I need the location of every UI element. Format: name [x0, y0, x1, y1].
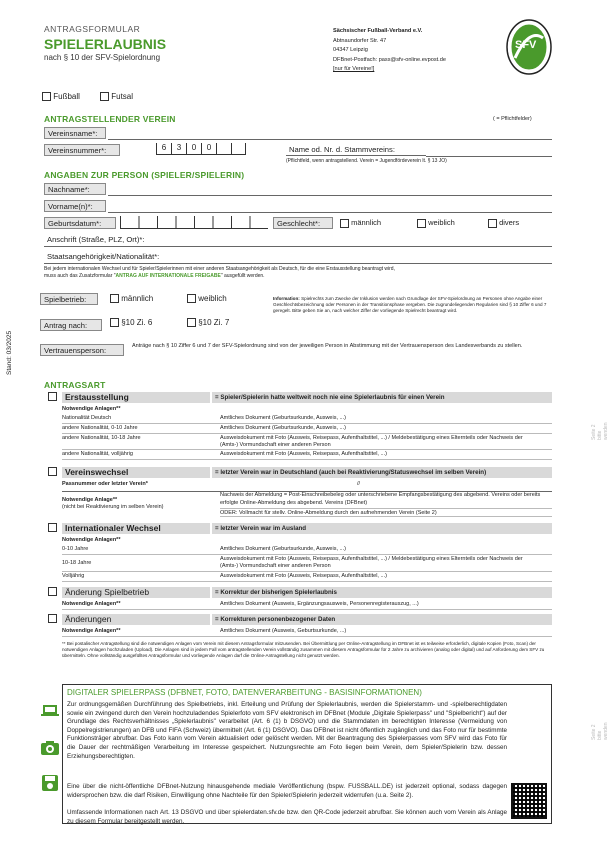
sport-fussball[interactable]: Fußball	[42, 92, 80, 101]
erstausstellung-title: Erstausstellung	[62, 392, 210, 403]
org-street: Abtnaundorfer Str. 47	[333, 37, 387, 44]
vereinswechsel-desc: = letzter Verein war in Deutschland (auch bei Reaktivierung/Statuswechsel im selben Verein)	[212, 467, 552, 478]
form-title: SPIELERLAUBNIS	[44, 36, 167, 52]
aenderung-spielbetrieb-checkbox[interactable]	[48, 587, 57, 596]
weiblich-checkbox[interactable]	[417, 219, 426, 228]
form-subtitle: nach § 10 der SFV-Spielordnung	[44, 53, 161, 62]
geburtsdatum-field[interactable]	[120, 216, 268, 229]
vereinswechsel-title: Vereinswechsel	[62, 467, 210, 478]
erst-anlagen-heading: Notwendige Anlagen**	[62, 406, 121, 412]
table-row: andere Nationalität, 10-18 Jahre Ausweisdokument mit Foto (Ausweis, Reisepass, Aufenthaltstitel, ...) / Meldebestätigung eines Elternteils oder Nachweis der (Amts-) Vormundschaft einer anderen Person	[62, 434, 552, 450]
aenderungen-checkbox[interactable]	[48, 614, 57, 623]
spielbetrieb-maennlich[interactable]: männlich	[110, 294, 153, 303]
form-kicker: ANTRAGSFORMULAR	[44, 24, 141, 34]
table-row: andere Nationalität, 0-10 Jahre Amtliches Dokument (Geburtsurkunde, Ausweis, ...)	[62, 424, 552, 434]
antrag-z7[interactable]: §10 Zi. 7	[187, 318, 229, 327]
intl-note: Bei jedem internationalen Wechsel und für Spieler/Spielerinnen mit einer anderen Staatsangehörigkeit als Deutsch, für die eine Erstausstellung beantragt wird, muss auch das Zusatzformular "ANTRAG AUF INTERNATIONALE FREIGABE" ausgefüllt werden.	[44, 266, 395, 279]
geschlecht-divers[interactable]: divers	[488, 218, 519, 228]
maennlich-checkbox[interactable]	[340, 219, 349, 228]
laptop-icon	[40, 704, 60, 718]
person-heading: ANGABEN ZUR PERSON (SPIELER/SPIELERIN)	[44, 170, 245, 180]
org-city: 04347 Leipzig	[333, 47, 368, 53]
table-row: Notwendige Anlagen** Amtliches Dokument (Ausweis, Ergänzungsausweis, Personenregisterauszug, ...)	[62, 600, 552, 610]
table-row: 10-18 Jahre Ausweisdokument mit Foto (Ausweis, Reisepass, Aufenthaltstitel, ...) / Meldebestätigung eines Elternteils oder Nachweis der (Amts-) Vormundschaft einer anderen Person	[62, 555, 552, 572]
digital-text-3: Umfassende Informationen nach Art. 13 DSGVO und über spielerdaten.sfv.de bzw. den QR-Code jederzeit abrufbar. Sie können auch vom Verein als Anlage zu diesem Formular bereitgestellt werden.	[67, 809, 507, 825]
vereinsnummer-label: Vereinsnummer*:	[44, 144, 120, 156]
org-name: Sächsischer Fußball-Verband e.V.	[333, 28, 423, 34]
vereinsnummer-field[interactable]: 6 3 0 0	[156, 143, 246, 155]
vertrauensperson-text: Anträge nach § 10 Ziffer 6 und 7 der SFV-Spielordnung sind von der jeweiligen Person in Abstimmung mit der Vertrauensperson des Landesverbands zu stellen.	[132, 343, 523, 349]
stammverein-field[interactable]	[426, 156, 552, 157]
aenderungen-title: Änderungen	[62, 614, 210, 625]
international-desc: = letzter Verein war im Ausland	[212, 523, 552, 534]
geschlecht-weiblich[interactable]: weiblich	[417, 218, 455, 228]
sfv-logo: SFV	[505, 18, 553, 76]
table-row: Notwendige Anlagen** Amtliches Dokument (Ausweis, Geburtsurkunde, ...)	[62, 627, 552, 637]
antrag-z6[interactable]: §10 Zi. 6	[110, 318, 152, 327]
wechsel-anlage-2: ODER: Vollmacht für stellv. Online-Abmeldung durch den aufnehmenden Verein (Seite 2)	[220, 510, 552, 517]
nachname-field[interactable]	[108, 195, 552, 196]
geschlecht-label: Geschlecht*:	[273, 217, 333, 229]
divers-checkbox[interactable]	[488, 219, 497, 228]
vorname-field[interactable]	[108, 212, 552, 213]
spielbetrieb-weiblich-checkbox[interactable]	[187, 294, 196, 303]
passnummer-field[interactable]: Passnummer oder letzter Verein* //	[62, 481, 552, 492]
antrag-nach-label: Antrag nach:	[40, 319, 102, 331]
org-mailbox-note: [nur für Vereine!]	[333, 66, 375, 72]
stammverein-label: Name od. Nr. d. Stammvereins:	[286, 144, 426, 156]
staatsangehoerigkeit-field[interactable]	[44, 263, 552, 264]
digital-heading: DIGITALER SPIELERPASS (DFBNET, FOTO, DATENVERARBEITUNG - BASISINFORMATIONEN)	[67, 688, 422, 697]
aenderung-spielbetrieb-title: Änderung Spielbetrieb	[62, 587, 210, 598]
international-checkbox[interactable]	[48, 523, 57, 532]
anschrift-field[interactable]	[44, 246, 552, 247]
vereinsname-label: Vereinsname*:	[44, 127, 106, 139]
geburtsdatum-label: Geburtsdatum*:	[44, 217, 116, 229]
international-title: Internationaler Wechsel	[62, 523, 210, 534]
digital-text-2: Eine über die nicht-öffentliche DFBnet-Nutzung hinausgehende mediale Veröffentlichung (bspw. FUSSBALL.DE) ist jederzeit optional, sodass dagegen widersprochen bzw. die darf Risiken, Einwilligung ohne Nachteile für den Spieler/Spielerin jederzeit widerrufen (u.a. Seite 2).	[67, 783, 507, 799]
save-icon	[41, 774, 59, 792]
wechsel-anlage-1: Nachweis der Abmeldung = Post-Einschreibebeleg oder unterschriebene Empfangsbestätigung des abgebend. Vereins oder bereits erfolgte Online-Abmeldung des abgebend. Vereins (DFBnet)	[220, 492, 552, 509]
erstausstellung-checkbox[interactable]	[48, 392, 57, 401]
vertrauensperson-label: Vertrauensperson:	[40, 344, 124, 356]
spielbetrieb-label: Spielbetrieb:	[40, 293, 98, 305]
stammverein-note: (Pflichtfeld, wenn antragstellend. Verein = Jugendfördeverein lt. § 13 JO)	[286, 158, 447, 164]
footnote: ** Bei postalischer Antragstellung sind die notwendigen Anlagen vom Verein mit diesem Antragsformular mitzusenden. Bei Übermittlung per Online-Antragstellung im DFBnet ist es teilweise erforderlich, digitale Kopien (Foto, Scan) der notwendigen Anlagen hochzuladen (Upload). Die Anlagen sind in jedem Fall vom antragstellenden Verein vollständig zusammen mit diesem Antragsformular für 2 Jahre zu archivieren (analog oder digital) und auf Anforderung dem SFV zu übermitteln. Ohne vollständig ausgefülltes Antragsformular und vorliegende Anlagen darf die Online-Antragstellung nicht genutzt werden.	[62, 641, 545, 658]
table-row: andere Nationalität, volljährig Ausweisdokument mit Foto (Ausweis, Reisepass, Aufenthaltstitel, ...)	[62, 450, 552, 460]
digital-text-1: Zur ordnungsgemäßen Durchführung des Spielbetriebs, inkl. Erteilung und Prüfung der Spielerlaubnis, werden die Spielerstamm- und -spielberechtigdaten sowie ein zwingend durch den Verein hochzuladendes Spielerfoto vom SFV elektronisch im DFBnet (Module „Digitale Spielerpass" und "Spielbericht") auf der Grundlage des Rechtsverhältnisses „Spielerlaubnis" verarbeitet (Art. 6 (1) b DSGVO) und die Stammdaten im berechtigten Interesse (Vermeidung von Doppelregistrierungen) an DFB und FIFA (Schweiz) übermittelt (Art. 6 (1) DSGVO). Das DFBnet ist nicht öffentlich zugänglich und das Foto nur für bestimmte Funktionsträger abrufbar. Das Foto kann vom Verein aktualisiert oder gelöscht werden. Mit der Beantragung des Spielerpasses vom SFV wird das Foto für die Dauer der rechtmäßigen Verarbeitung im Interesse gespeichert. Nutzungsrechte am Foto liegen beim Verein, dem Spieler/Spielerin bzw. dessen Erziehungsberechtigten.	[67, 701, 507, 760]
anschrift-label: Anschrift (Straße, PLZ, Ort)*:	[44, 234, 172, 246]
z7-checkbox[interactable]	[187, 318, 196, 327]
form-version: Stand: 03/2025	[6, 330, 13, 375]
sport-futsal[interactable]: Futsal	[100, 92, 133, 101]
fussball-checkbox[interactable]	[42, 92, 51, 101]
vereinsname-field[interactable]	[108, 139, 552, 140]
aenderung-spielbetrieb-desc: = Korrektur der bisherigen Spielerlaubnis	[212, 587, 552, 598]
pflicht-note: ( = Pflichtfelder)	[493, 116, 532, 122]
qr-code[interactable]	[511, 783, 547, 819]
camera-icon	[40, 740, 60, 756]
intl-anlagen-heading: Notwendige Anlagen**	[62, 537, 121, 543]
vereinswechsel-checkbox[interactable]	[48, 467, 57, 476]
wechsel-anlagen-heading: Notwendige Anlage** (nicht bei Reaktivierung im selben Verein)	[62, 497, 164, 510]
spielbetrieb-maennlich-checkbox[interactable]	[110, 294, 119, 303]
table-row: Volljährig Ausweisdokument mit Foto (Ausweis, Reisepass, Aufenthaltstitel, ...)	[62, 572, 552, 582]
table-row: 0-10 Jahre Amtliches Dokument (Geburtsurkunde, Ausweis, ...)	[62, 545, 552, 555]
org-address	[333, 27, 498, 75]
aenderungen-desc: = Korrekturen personenbezogener Daten	[212, 614, 552, 625]
inklusion-info: Information: Spielrechts zum Zwecke der Inklusion werden nach Grundlage der SFV-Spielordnung an Personen ohne Angabe einer Geschlechtsbezeichnung oder Personen in der Transitionsphase vergeben. Die zugrundeliegenden Regularien sind § 10 Ziffer 6 und 7 geregelt. Bitte geben Sie an, nach welcher Ziffer der vorliegende Spielrecht beantragt wird.	[273, 296, 547, 314]
org-mailbox: DFBnet-Postfach: pass@sfv-online.evpost.de	[333, 56, 446, 63]
futsal-checkbox[interactable]	[100, 92, 109, 101]
antragsart-heading: ANTRAGSART	[44, 380, 106, 390]
table-row: Nationalität Deutsch Amtliches Dokument (Geburtsurkunde, Ausweis, ...)	[62, 414, 552, 424]
digitaler-spielerpass-box	[62, 684, 552, 824]
erstausstellung-desc: = Spieler/Spielerin hatte weltweit noch nie eine Spielerlaubnis für einen Verein	[212, 392, 552, 403]
nachname-label: Nachname*:	[44, 183, 106, 195]
vorname-label: Vorname(n)*:	[44, 200, 106, 212]
geschlecht-maennlich[interactable]: männlich	[340, 218, 381, 228]
spielbetrieb-weiblich[interactable]: weiblich	[187, 294, 227, 303]
z6-checkbox[interactable]	[110, 318, 119, 327]
staatsangehoerigkeit-label: Staatsangehörigkeit/Nationalität*:	[44, 251, 176, 263]
verein-heading: ANTRAGSTELLENDER VEREIN	[44, 114, 176, 124]
